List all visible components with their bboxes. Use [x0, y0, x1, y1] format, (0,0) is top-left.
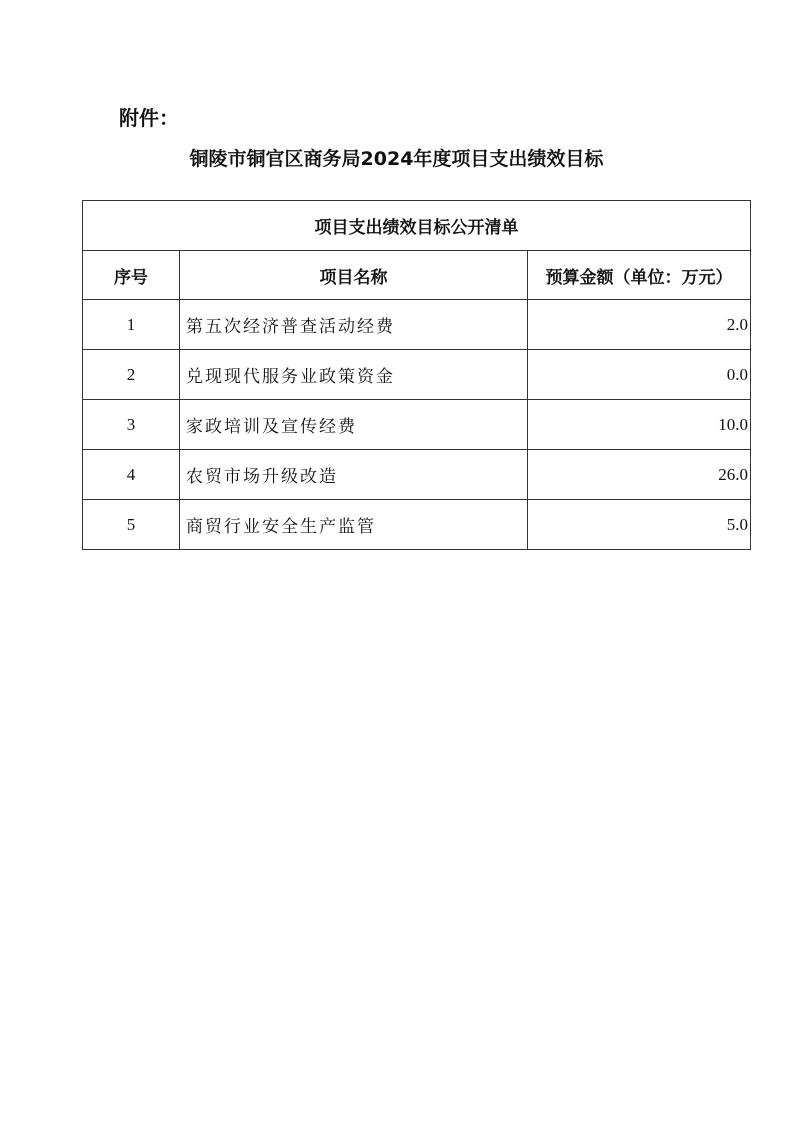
row-project-name: 商贸行业安全生产监管 [180, 500, 528, 550]
table-row [83, 500, 751, 550]
table-row [83, 450, 751, 500]
table-row [83, 350, 751, 400]
attachment-label: 附件： [119, 106, 179, 130]
row-serial-number: 5 [83, 500, 180, 550]
table-header-row [83, 251, 751, 300]
table-row [83, 400, 751, 450]
document-title: 铜陵市铜官区商务局2024年度项目支出绩效目标 [189, 148, 604, 170]
row-project-name: 家政培训及宣传经费 [180, 400, 528, 450]
row-serial-number: 1 [83, 300, 180, 350]
header-budget-amount: 预算金额（单位：万元） [528, 251, 751, 300]
table-caption: 项目支出绩效目标公开清单 [83, 201, 751, 251]
row-serial-number: 3 [83, 400, 180, 450]
table-caption-row [83, 201, 751, 251]
row-budget-amount: 0.0 [528, 350, 751, 400]
row-budget-amount: 2.0 [528, 300, 751, 350]
row-budget-amount: 5.0 [528, 500, 751, 550]
header-serial-number: 序号 [83, 251, 180, 300]
header-project-name: 项目名称 [180, 251, 528, 300]
row-budget-amount: 10.0 [528, 400, 751, 450]
row-serial-number: 2 [83, 350, 180, 400]
row-budget-amount: 26.0 [528, 450, 751, 500]
row-serial-number: 4 [83, 450, 180, 500]
row-project-name: 第五次经济普查活动经费 [180, 300, 528, 350]
table-row [83, 300, 751, 350]
row-project-name: 农贸市场升级改造 [180, 450, 528, 500]
budget-table [82, 200, 751, 550]
row-project-name: 兑现现代服务业政策资金 [180, 350, 528, 400]
